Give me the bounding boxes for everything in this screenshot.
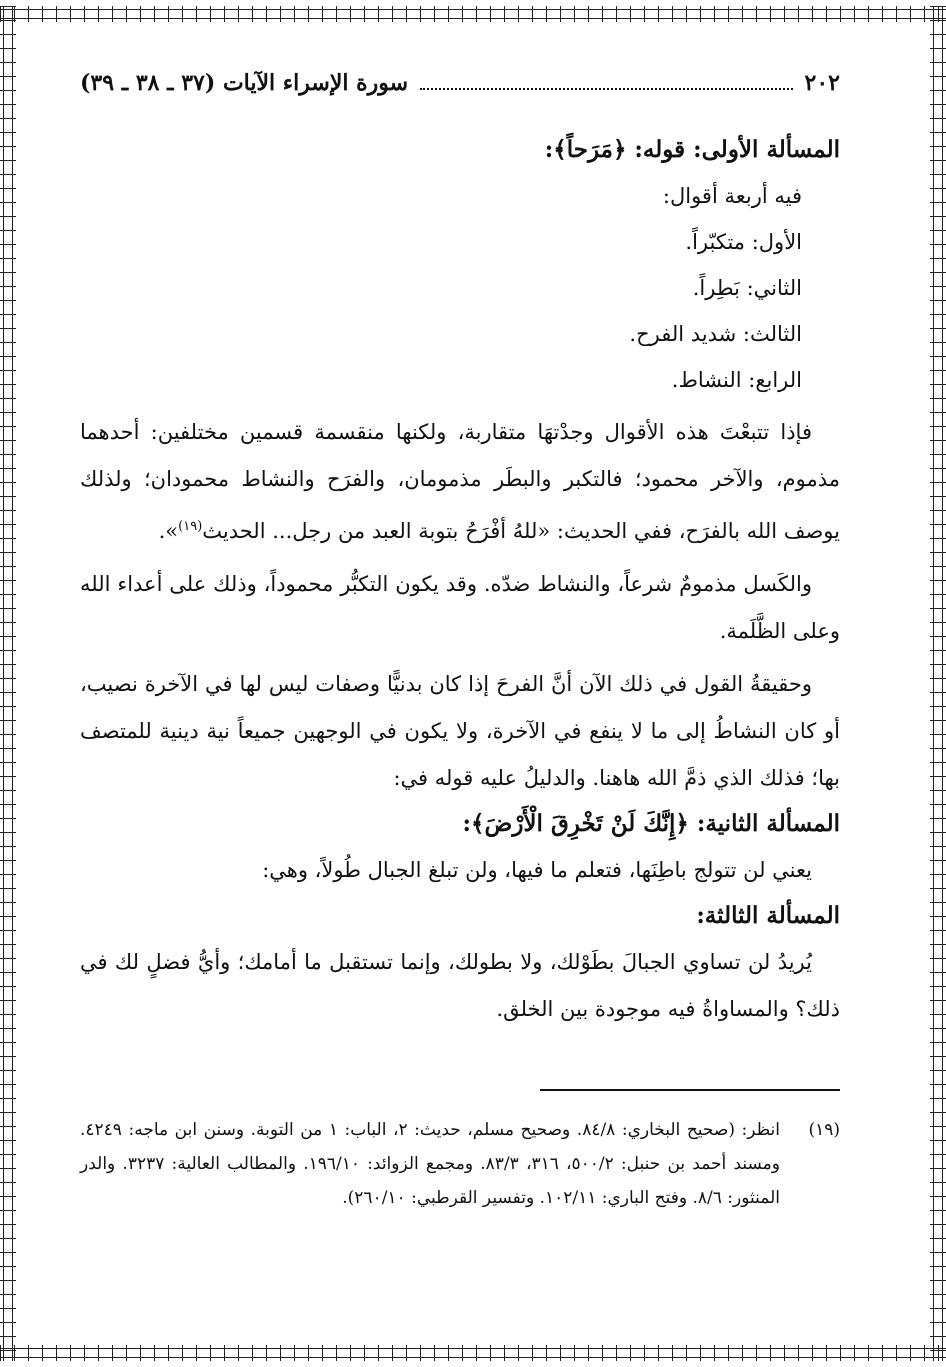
surah-title: سورة الإسراء الآيات (٣٧ ـ ٣٨ ـ ٣٩) (80, 70, 409, 96)
list-item: الرابع: النشاط. (671, 368, 802, 392)
section2-heading: المسألة الثانية: ﴿إِنَّكَ لَنْ تَخْرِقَ الْأَرْضَ﴾: (462, 810, 840, 837)
footnote-ref[interactable]: (١٩) (178, 519, 203, 534)
footnote-rule (540, 1089, 840, 1091)
list-item: الثالث: شديد الفرح. (629, 322, 802, 346)
paragraph: يعني لن تتولج باطِنَها، فتعلم ما فيها، ولن تبلغ الجبال طُولاً، وهي: (262, 858, 812, 882)
page-border-top (0, 6, 946, 22)
paragraph: فإذا تتبعْتَ هذه الأقوال وجدْتهَا متقاربة، ولكنها منقسمة قسمين مختلفين: أحدهما مذموم، والآخر محمود؛ فالتكبر والبطَر مذمومان، والفرَح والنشاط محمودان؛ ولذلك يوصف الله بالفرَح، ففي الحديث: «للهُ أفْرَحُ بتوبة العبد من رجل... الحديث$^{(١٩)}$». (80, 420, 840, 543)
footnotes (80, 1113, 840, 1215)
page-border-left (0, 6, 16, 1361)
footnote-number: (١٩) (808, 1120, 840, 1140)
list-item: الأول: متكبّراً. (685, 230, 802, 254)
page-border-right (930, 6, 946, 1361)
leader-dots (420, 88, 792, 90)
paragraph: والكَسل مذمومٌ شرعاً، والنشاط ضدّه. وقد يكون التكبُّر محموداً، وذلك على أعداء الله وعلى الظَّلَمة. (80, 572, 840, 643)
page-border-bottom (0, 1345, 946, 1361)
list-item: الثاني: بَطِراً. (692, 276, 802, 300)
paragraph: وحقيقةُ القول في ذلك الآن أنَّ الفرحَ إذا كان بدنيًّا وصفات ليس لها في الآخرة نصيب، أو كان النشاطُ إلى ما لا ينفع في الآخرة، ولا يكون في الوجهين جميعاً نية دينية للمتصف بها؛ فذلك الذي ذمَّ الله هاهنا. والدليلُ عليه قوله في: (80, 672, 840, 790)
section1-intro: فيه أربعة أقوال: (662, 184, 802, 208)
footnote (80, 1113, 840, 1215)
paragraph: يُريدُ لن تساوي الجبالَ بطَوْلك، ولا بطولك، وإنما تستقبل ما أمامك؛ وأيُّ فضلٍ لك في ذلك؟ والمساواةُ فيه موجودة بين الخلق. (80, 950, 840, 1021)
section3-heading: المسألة الثالثة: (696, 902, 840, 929)
page-number: ٢٠٢ (804, 70, 840, 96)
section1-heading: المسألة الأولى: قوله: ﴿مَرَحاً﴾: (544, 136, 840, 163)
page-content (80, 70, 840, 1215)
running-head (80, 70, 840, 110)
footnote-text: انظر: (صحيح البخاري: ٨٤/٨. وصحيح مسلم، حديث: ٢، الباب: ١ من التوبة. وسنن ابن ماجه: ٤٢٤٩. ومسند أحمد بن حنبل: ٥٠٠/٢، ٣١٦، ٨٣/٣. ومجمع الزوائد: ١٩٦/١٠. والمطالب العالية: ٣٢٣٧. والدر المنثور: ٨/٦. وفتح الباري: ١٠٢/١١. وتفسير القرطبي: ٢٦٠/١٠). (80, 1120, 781, 1208)
